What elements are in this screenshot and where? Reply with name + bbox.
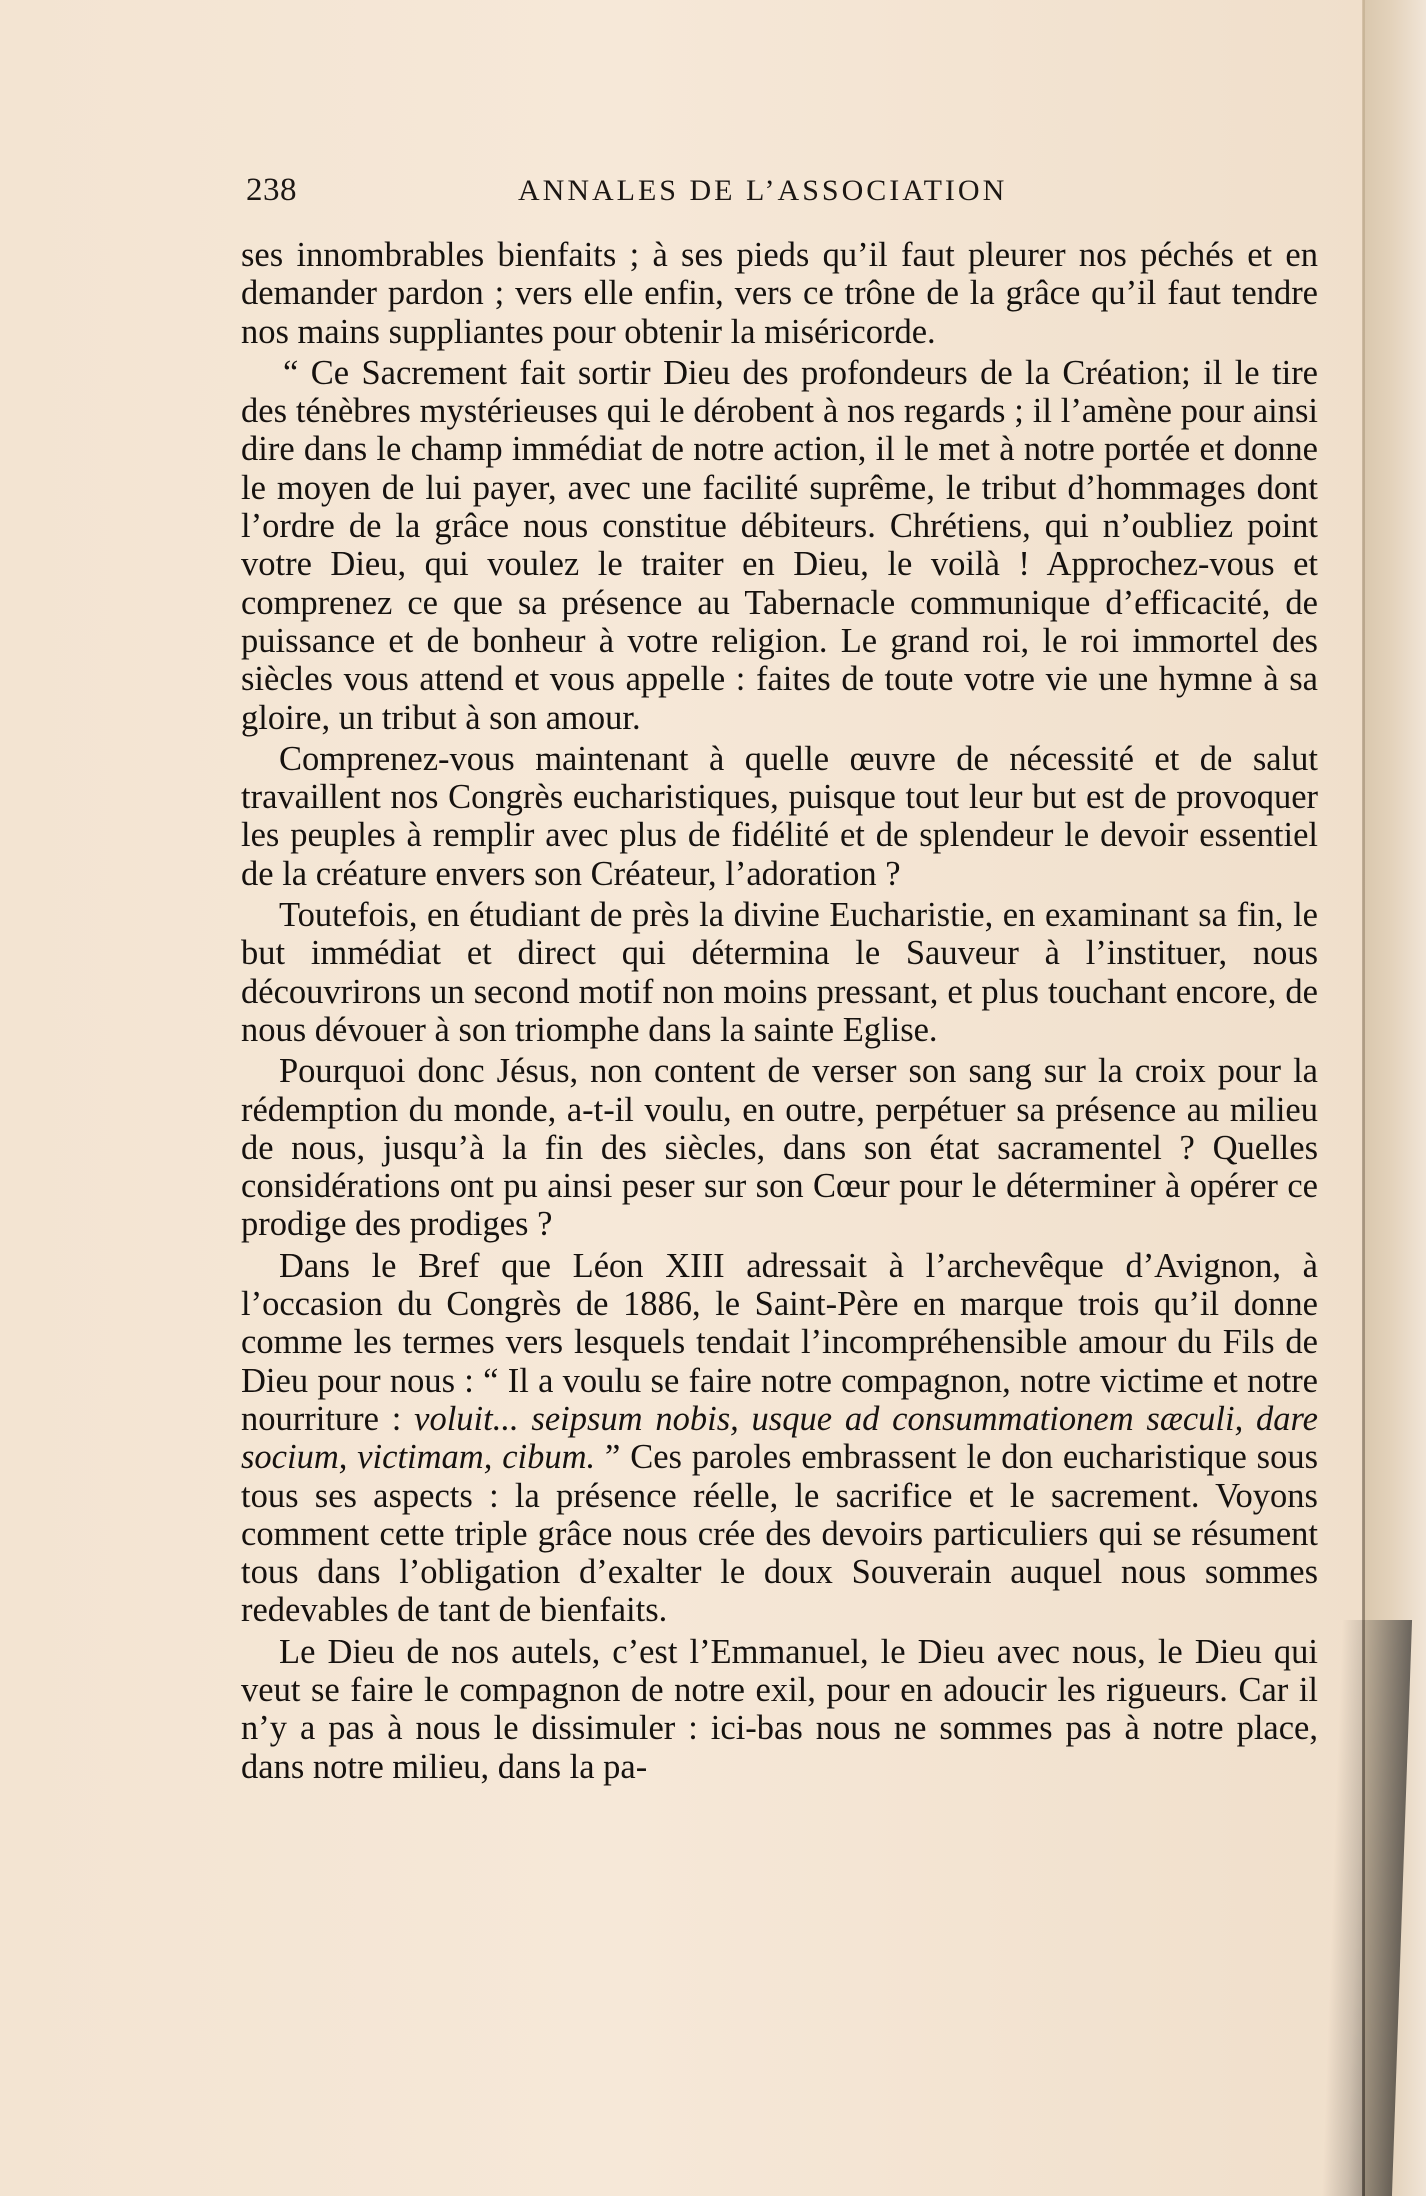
paragraph-2: “ Ce Sacrement fait sortir Dieu des profondeurs de la Création; il le tire des ténèbres mystérieuses qui le dérobent à nos regards ; il l’amène pour ainsi dire dans le champ immédiat de notre action, il le met à notre portée et donne le moyen de lui payer, avec une facilité suprême, le tribut d’hommages dont l’ordre de la grâce nous constitue débiteurs. Chrétiens, qui n’oubliez point votre Dieu, qui voulez le traiter en Dieu, le voilà ! Approchez-vous et comprenez ce que sa présence au Tabernacle communique d’efficacité, de puissance et de bonheur à votre religion. Le grand roi, le roi immortel des siècles vous attend et vous appelle : faites de toute votre vie une hymne à sa gloire, un tribut à son amour. [241, 353, 1318, 737]
page-number: 238 [246, 172, 297, 208]
paragraph-7: Le Dieu de nos autels, c’est l’Emmanuel, le Dieu avec nous, le Dieu qui veut se faire le compagnon de notre exil, pour en adoucir les rigueurs. Car il n’y a pas à nous le dissimuler : ici-bas nous ne sommes pas à notre place, dans notre milieu, dans la pa- [241, 1632, 1318, 1786]
page-header [246, 172, 1306, 218]
paragraph-3: Comprenez-vous maintenant à quelle œuvre de nécessité et de salut travaillent nos Congrès eucharistiques, puisque tout leur but est de provoquer les peuples à remplir avec plus de fidélité et de splendeur le devoir essentiel de la créature envers son Créateur, l’adoration ? [241, 739, 1318, 893]
paragraph-6-after-latin: ” Ces paroles embrassent le don eucharistique sous tous ses aspects : la présence réelle, le sacrifice et le sacrement. Voyons comment cette triple grâce nous crée des devoirs particuliers qui se résument tous dans l’obligation d’exalter le doux Souverain auquel nous sommes redevables de tant de bienfaits. [241, 1438, 1318, 1630]
paragraph-6 [241, 1247, 1318, 1630]
paragraph-5: Pourquoi donc Jésus, non content de verser son sang sur la croix pour la rédemption du monde, a-t-il voulu, en outre, perpétuer sa présence au milieu de nous, jusqu’à la fin des siècles, dans son état sacramentel ? Quelles considérations ont pu ainsi peser sur son Cœur pour le déterminer à opérer ce prodige des prodiges ? [241, 1052, 1318, 1244]
page-body [241, 236, 1318, 2051]
paragraph-1: ses innombrables bienfaits ; à ses pieds qu’il faut pleurer nos péchés et en demander pardon ; vers elle enfin, vers ce trône de la grâce qu’il faut tendre nos mains suppliantes pour obtenir la miséricorde. [241, 236, 1318, 351]
paragraph-4: Toutefois, en étudiant de près la divine Eucharistie, en examinant sa fin, le but immédiat et direct qui détermina le Sauveur à l’instituer, nous découvrirons un second motif non moins pressant, et plus touchant encore, de nous dévouer à son triomphe dans la sainte Eglise. [241, 896, 1318, 1049]
paragraph-6-before-latin: Dans le Bref que Léon XIII adressait à l’archevêque d’Avignon, à l’occasion du Congrès de 1886, le Saint-Père en marque trois qu’il donne comme les termes vers lesquels tendait l’incompréhensible amour du Fils de Dieu pour nous : “ Il a voulu se faire notre compagnon, notre victime et notre nourriture : [241, 1246, 1318, 1438]
running-head: ANNALES DE L’ASSOCIATION [518, 174, 1008, 207]
latin-quotation: voluit... seipsum nobis, usque ad consummationem sæculi, dare socium, victimam, cibum. [241, 1399, 1318, 1477]
